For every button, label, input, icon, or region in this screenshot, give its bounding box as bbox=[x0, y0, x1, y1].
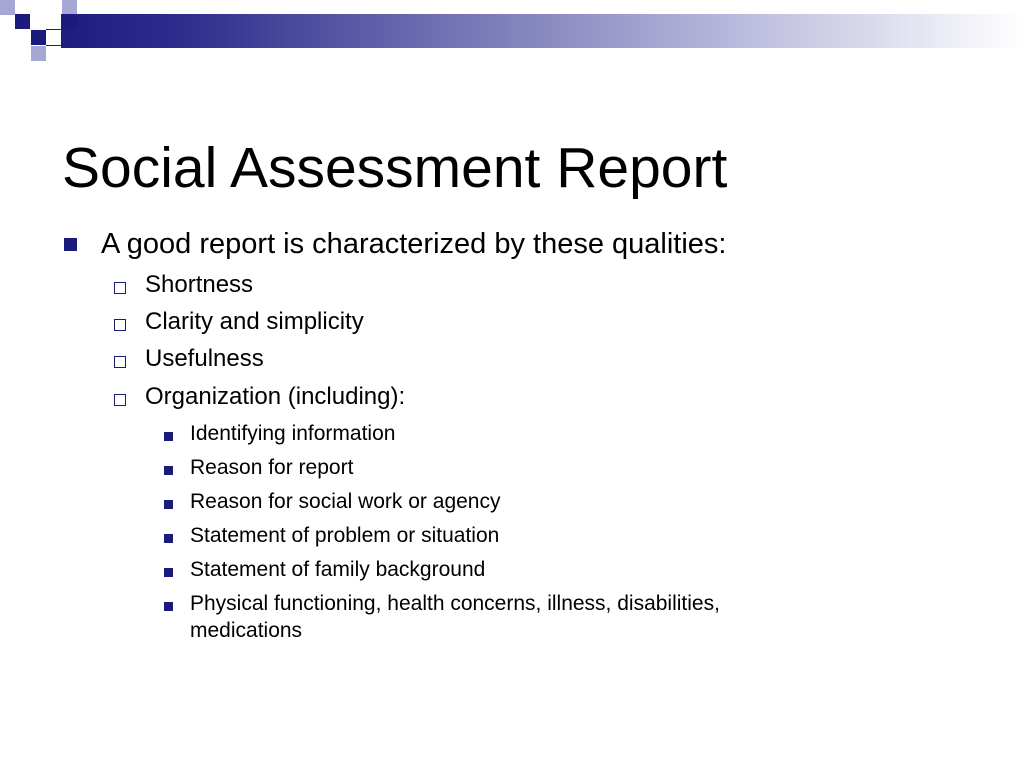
quality-item: Shortness bbox=[145, 271, 254, 298]
square-bullet-icon bbox=[164, 432, 173, 441]
organization-item: Reason for social work or agency bbox=[190, 490, 501, 513]
hollow-square-bullet-icon bbox=[114, 319, 126, 331]
square-bullet-icon bbox=[164, 568, 173, 577]
slide-title: Social Assessment Report bbox=[62, 136, 728, 201]
organization-item: Reason for report bbox=[190, 456, 354, 479]
quality-item: Clarity and simplicity bbox=[145, 308, 364, 335]
organization-item: Physical functioning, health concerns, illness, disabilities, bbox=[190, 592, 720, 615]
square-bullet-icon bbox=[164, 500, 173, 509]
organization-item: Identifying information bbox=[190, 422, 396, 445]
square-bullet-icon bbox=[164, 534, 173, 543]
quality-item: Organization (including): bbox=[145, 383, 406, 410]
square-bullet-icon bbox=[164, 466, 173, 475]
organization-item: Statement of problem or situation bbox=[190, 524, 500, 547]
quality-item: Usefulness bbox=[145, 345, 264, 372]
square-bullet-icon bbox=[64, 238, 77, 251]
main-bullet-text: A good report is characterized by these qualities: bbox=[101, 228, 727, 260]
hollow-square-bullet-icon bbox=[114, 394, 126, 406]
square-bullet-icon bbox=[164, 602, 173, 611]
hollow-square-bullet-icon bbox=[114, 282, 126, 294]
organization-item-continued: medications bbox=[190, 619, 303, 642]
hollow-square-bullet-icon bbox=[114, 356, 126, 368]
organization-item: Statement of family background bbox=[190, 558, 486, 581]
